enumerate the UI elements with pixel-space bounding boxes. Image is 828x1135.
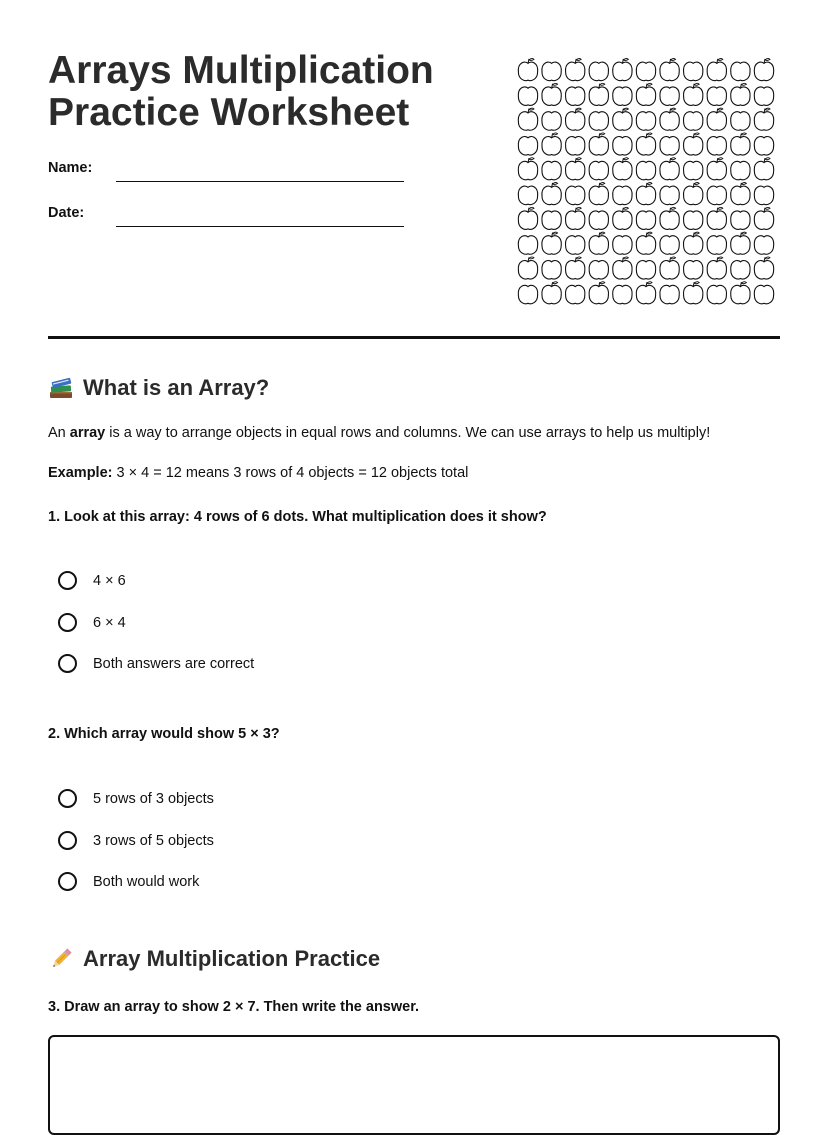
question-1: 1. Look at this array: 4 rows of 6 dots. What multiplication does it show? xyxy=(48,509,547,525)
apple-outline-icon xyxy=(518,207,537,229)
apple-outline-icon xyxy=(684,282,703,304)
apple-outline-icon xyxy=(754,158,773,180)
apple-outline-icon xyxy=(518,137,537,155)
apple-outline-icon xyxy=(731,133,750,155)
option-label: 6 × 4 xyxy=(93,614,126,631)
apple-array-illustration xyxy=(516,58,776,310)
apple-outline-icon xyxy=(613,236,632,254)
apple-outline-icon xyxy=(636,62,655,80)
apple-outline-icon xyxy=(660,257,679,279)
apple-outline-icon xyxy=(707,59,726,81)
name-label: Name: xyxy=(48,160,93,176)
apple-outline-icon xyxy=(731,83,750,105)
apple-outline-icon xyxy=(542,161,561,179)
intro-keyword: array xyxy=(69,425,106,441)
date-field[interactable] xyxy=(116,226,404,227)
option-label: 4 × 6 xyxy=(93,572,126,589)
apple-outline-icon xyxy=(707,236,726,254)
radio-button[interactable] xyxy=(58,613,77,632)
apple-outline-icon xyxy=(731,261,750,279)
apple-outline-icon xyxy=(660,137,679,155)
apple-outline-icon xyxy=(542,112,561,130)
radio-button[interactable] xyxy=(58,654,77,673)
apple-outline-icon xyxy=(589,83,608,105)
radio-button[interactable] xyxy=(58,789,77,808)
q1-option-3[interactable] xyxy=(58,654,254,673)
apple-outline-icon xyxy=(613,158,632,180)
section-heading-text: What is an Array? xyxy=(83,375,270,400)
apple-outline-icon xyxy=(636,183,655,205)
apple-outline-icon xyxy=(589,211,608,229)
worksheet-title: Arrays Multiplication Practice Worksheet xyxy=(48,49,434,134)
apple-outline-icon xyxy=(754,59,773,81)
apple-outline-icon xyxy=(542,261,561,279)
pencil-icon xyxy=(48,946,74,972)
apple-outline-icon xyxy=(613,108,632,130)
apple-outline-icon xyxy=(684,62,703,80)
apple-outline-icon xyxy=(613,207,632,229)
apple-outline-icon xyxy=(684,161,703,179)
apple-outline-icon xyxy=(613,186,632,204)
apple-outline-icon xyxy=(518,186,537,204)
apple-outline-icon xyxy=(589,232,608,254)
apple-outline-icon xyxy=(660,207,679,229)
q1-option-2[interactable] xyxy=(58,613,126,632)
apple-outline-icon xyxy=(589,112,608,130)
apple-outline-icon xyxy=(566,207,585,229)
apple-outline-icon xyxy=(566,236,585,254)
apple-outline-icon xyxy=(754,87,773,105)
apple-outline-icon xyxy=(518,158,537,180)
q2-option-3[interactable] xyxy=(58,872,199,891)
apple-outline-icon xyxy=(684,83,703,105)
option-label: 3 rows of 5 objects xyxy=(93,832,214,849)
radio-button[interactable] xyxy=(58,571,77,590)
apple-outline-icon xyxy=(731,183,750,205)
q2-option-2[interactable] xyxy=(58,831,214,850)
apple-outline-icon xyxy=(660,59,679,81)
name-field[interactable] xyxy=(116,181,404,182)
apple-outline-icon xyxy=(636,133,655,155)
apple-outline-icon xyxy=(542,211,561,229)
apple-outline-icon xyxy=(754,207,773,229)
apple-outline-icon xyxy=(707,257,726,279)
apple-outline-icon xyxy=(589,161,608,179)
intro-paragraph xyxy=(48,425,710,441)
apple-outline-icon xyxy=(518,285,537,303)
worksheet-page xyxy=(48,0,780,1118)
apple-outline-icon xyxy=(660,108,679,130)
apple-outline-icon xyxy=(684,183,703,205)
apple-outline-icon xyxy=(542,62,561,80)
apple-outline-icon xyxy=(566,186,585,204)
apple-outline-icon xyxy=(636,232,655,254)
drawing-answer-box[interactable] xyxy=(48,1035,780,1135)
apple-outline-icon xyxy=(731,282,750,304)
apple-outline-icon xyxy=(566,59,585,81)
apple-outline-icon xyxy=(566,158,585,180)
apple-outline-icon xyxy=(684,112,703,130)
apple-outline-icon xyxy=(589,261,608,279)
apple-outline-icon xyxy=(613,87,632,105)
apple-outline-icon xyxy=(613,59,632,81)
apple-outline-icon xyxy=(542,232,561,254)
section-heading-practice xyxy=(48,946,380,972)
date-label: Date: xyxy=(48,205,85,221)
apple-outline-icon xyxy=(731,232,750,254)
apple-outline-icon xyxy=(754,285,773,303)
apple-outline-icon xyxy=(660,285,679,303)
header-divider xyxy=(48,336,780,339)
example-text: 3 × 4 = 12 means 3 rows of 4 objects = 12 objects total xyxy=(112,465,469,481)
apple-outline-icon xyxy=(731,62,750,80)
apple-outline-icon xyxy=(707,207,726,229)
example-label: Example: xyxy=(48,465,113,481)
question-2: 2. Which array would show 5 × 3? xyxy=(48,726,280,742)
apple-outline-icon xyxy=(566,285,585,303)
intro-text-start: An xyxy=(48,425,70,441)
apple-outline-icon xyxy=(518,108,537,130)
section-heading-text: Array Multiplication Practice xyxy=(83,946,381,971)
apple-outline-icon xyxy=(542,183,561,205)
apple-outline-icon xyxy=(589,183,608,205)
apple-outline-icon xyxy=(566,137,585,155)
radio-button[interactable] xyxy=(58,872,77,891)
apple-outline-icon xyxy=(589,282,608,304)
apple-outline-icon xyxy=(754,186,773,204)
apple-outline-icon xyxy=(613,137,632,155)
apple-outline-icon xyxy=(636,161,655,179)
apple-outline-icon xyxy=(518,87,537,105)
q2-option-1[interactable] xyxy=(58,789,214,808)
radio-button[interactable] xyxy=(58,831,77,850)
apple-outline-icon xyxy=(660,236,679,254)
apple-outline-icon xyxy=(684,261,703,279)
apple-outline-icon xyxy=(566,87,585,105)
apple-outline-icon xyxy=(707,87,726,105)
apple-outline-icon xyxy=(754,108,773,130)
option-label: 5 rows of 3 objects xyxy=(93,790,214,807)
apple-outline-icon xyxy=(707,137,726,155)
apple-outline-icon xyxy=(707,186,726,204)
apple-outline-icon xyxy=(566,108,585,130)
apple-outline-icon xyxy=(731,211,750,229)
apple-outline-icon xyxy=(518,59,537,81)
apple-outline-icon xyxy=(542,83,561,105)
apple-outline-icon xyxy=(613,285,632,303)
intro-text-end: is a way to arrange objects in equal rows and columns. We can use arrays to help us multiply! xyxy=(105,425,711,441)
apple-outline-icon xyxy=(636,83,655,105)
apple-outline-icon xyxy=(589,62,608,80)
option-label: Both would work xyxy=(93,873,200,890)
apple-outline-icon xyxy=(518,257,537,279)
question-3: 3. Draw an array to show 2 × 7. Then write the answer. xyxy=(48,999,420,1015)
apple-outline-icon xyxy=(731,161,750,179)
apple-outline-icon xyxy=(613,257,632,279)
apple-outline-icon xyxy=(518,236,537,254)
apple-outline-icon xyxy=(660,158,679,180)
apple-outline-icon xyxy=(660,87,679,105)
example-paragraph xyxy=(48,465,468,481)
apple-outline-icon xyxy=(684,232,703,254)
apple-outline-icon xyxy=(684,211,703,229)
apple-outline-icon xyxy=(707,158,726,180)
q1-option-1[interactable] xyxy=(58,571,126,590)
apple-outline-icon xyxy=(707,285,726,303)
apple-outline-icon xyxy=(731,112,750,130)
apple-outline-icon xyxy=(636,211,655,229)
option-label: Both answers are correct xyxy=(93,655,255,672)
section-heading-what-is-array xyxy=(48,375,269,401)
apple-outline-icon xyxy=(754,257,773,279)
apple-outline-icon xyxy=(589,133,608,155)
apple-outline-icon xyxy=(636,112,655,130)
apple-outline-icon xyxy=(566,257,585,279)
apple-outline-icon xyxy=(754,236,773,254)
apple-outline-icon xyxy=(684,133,703,155)
apple-outline-icon xyxy=(542,133,561,155)
apple-outline-icon xyxy=(707,108,726,130)
books-icon xyxy=(48,375,74,401)
apple-outline-icon xyxy=(660,186,679,204)
apple-outline-icon xyxy=(542,282,561,304)
apple-outline-icon xyxy=(636,261,655,279)
apple-outline-icon xyxy=(754,137,773,155)
apple-outline-icon xyxy=(636,282,655,304)
